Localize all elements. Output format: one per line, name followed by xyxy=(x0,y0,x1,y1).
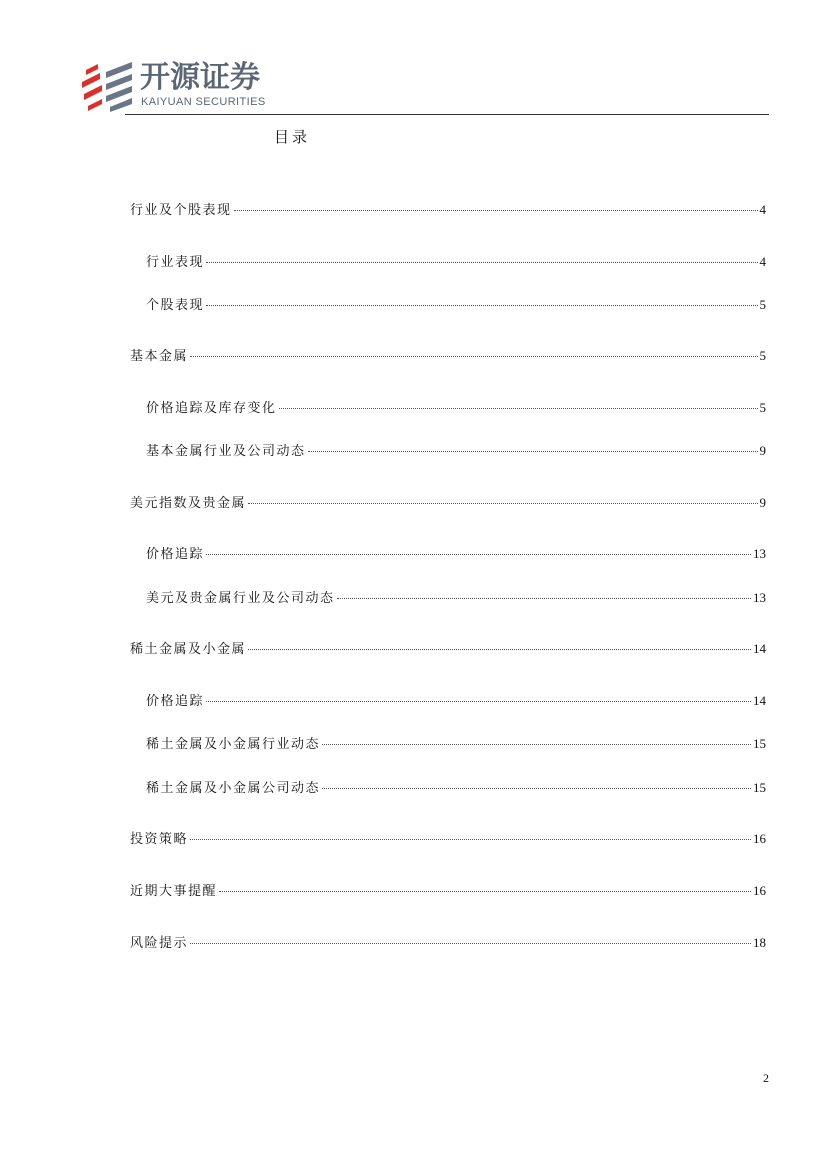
toc-entry[interactable] xyxy=(146,589,766,608)
toc-entry-label: 行业及个股表现 xyxy=(130,203,232,218)
toc-entry-label: 价格追踪及库存变化 xyxy=(146,401,277,416)
toc-entry[interactable] xyxy=(130,201,766,220)
toc-entry-label: 基本金属 xyxy=(130,349,189,364)
toc-entry-page: 4 xyxy=(759,202,766,217)
toc-leader-dots xyxy=(337,598,751,599)
toc-entry-label: 价格追踪 xyxy=(146,694,205,709)
toc-entry-page: 16 xyxy=(753,883,766,898)
toc-leader-dots xyxy=(322,788,751,789)
toc-entry[interactable] xyxy=(130,830,766,849)
toc-entry[interactable] xyxy=(146,399,766,418)
brand-name-cn: 开源证券 xyxy=(140,60,260,95)
toc-title: 目录 xyxy=(274,128,311,146)
toc-entry-label: 近期大事提醒 xyxy=(130,884,218,899)
toc-entry-page: 5 xyxy=(759,400,766,415)
kaiyuan-logo-icon xyxy=(80,60,136,112)
toc-leader-dots xyxy=(219,891,751,892)
toc-leader-dots xyxy=(322,744,751,745)
toc-entry[interactable] xyxy=(130,934,766,953)
toc-leader-dots xyxy=(279,408,758,409)
toc-entry-label: 美元及贵金属行业及公司动态 xyxy=(146,591,335,606)
toc-entry[interactable] xyxy=(146,442,766,461)
toc-entry-label: 个股表现 xyxy=(146,298,205,313)
header-divider xyxy=(125,114,769,115)
toc-entry-label: 稀土金属及小金属行业动态 xyxy=(146,737,321,752)
toc-entry[interactable] xyxy=(146,545,766,564)
toc-entry[interactable] xyxy=(130,882,766,901)
toc-entry-label: 稀土金属及小金属 xyxy=(130,642,247,657)
toc-entry[interactable] xyxy=(146,296,766,315)
toc-entry-page: 5 xyxy=(759,297,766,312)
page-number: 2 xyxy=(763,1071,769,1085)
toc-entry-label: 风险提示 xyxy=(130,936,189,951)
toc-entry-page: 15 xyxy=(753,736,766,751)
toc-leader-dots xyxy=(206,554,751,555)
toc-leader-dots xyxy=(190,943,751,944)
toc-leader-dots xyxy=(248,649,751,650)
toc-entry-label: 投资策略 xyxy=(130,832,189,847)
toc-entry[interactable] xyxy=(146,779,766,798)
toc-entry[interactable] xyxy=(146,253,766,272)
toc-entry-label: 价格追踪 xyxy=(146,547,205,562)
toc-leader-dots xyxy=(190,356,757,357)
toc-entry-page: 13 xyxy=(753,590,766,605)
kaiyuan-logo xyxy=(80,60,280,112)
toc-leader-dots xyxy=(206,305,757,306)
toc-leader-dots xyxy=(206,262,757,263)
toc-entry-page: 13 xyxy=(753,546,766,561)
toc-leader-dots xyxy=(308,451,758,452)
toc-entry-label: 稀土金属及小金属公司动态 xyxy=(146,781,321,796)
toc-entry[interactable] xyxy=(130,640,766,659)
toc-entry-page: 16 xyxy=(753,831,766,846)
toc-entry-page: 4 xyxy=(759,254,766,269)
toc-entry-page: 15 xyxy=(753,780,766,795)
toc-leader-dots xyxy=(234,210,758,211)
toc-entry[interactable] xyxy=(146,735,766,754)
toc-entry-page: 14 xyxy=(753,693,766,708)
toc-entry-page: 18 xyxy=(753,935,766,950)
toc-entry-label: 美元指数及贵金属 xyxy=(130,496,247,511)
toc-entry-page: 9 xyxy=(759,495,766,510)
toc-leader-dots xyxy=(190,839,751,840)
toc-entry[interactable] xyxy=(146,692,766,711)
toc-entry-page: 9 xyxy=(759,443,766,458)
toc-entry[interactable] xyxy=(130,494,766,513)
toc-entry-page: 5 xyxy=(759,348,766,363)
toc-entry-page: 14 xyxy=(753,641,766,656)
toc-entry[interactable] xyxy=(130,347,766,366)
toc-entry-label: 基本金属行业及公司动态 xyxy=(146,444,306,459)
toc-leader-dots xyxy=(248,503,757,504)
toc-entry-label: 行业表现 xyxy=(146,255,205,270)
brand-name-en: KAIYUAN SECURITIES xyxy=(141,96,266,108)
toc-leader-dots xyxy=(206,701,751,702)
